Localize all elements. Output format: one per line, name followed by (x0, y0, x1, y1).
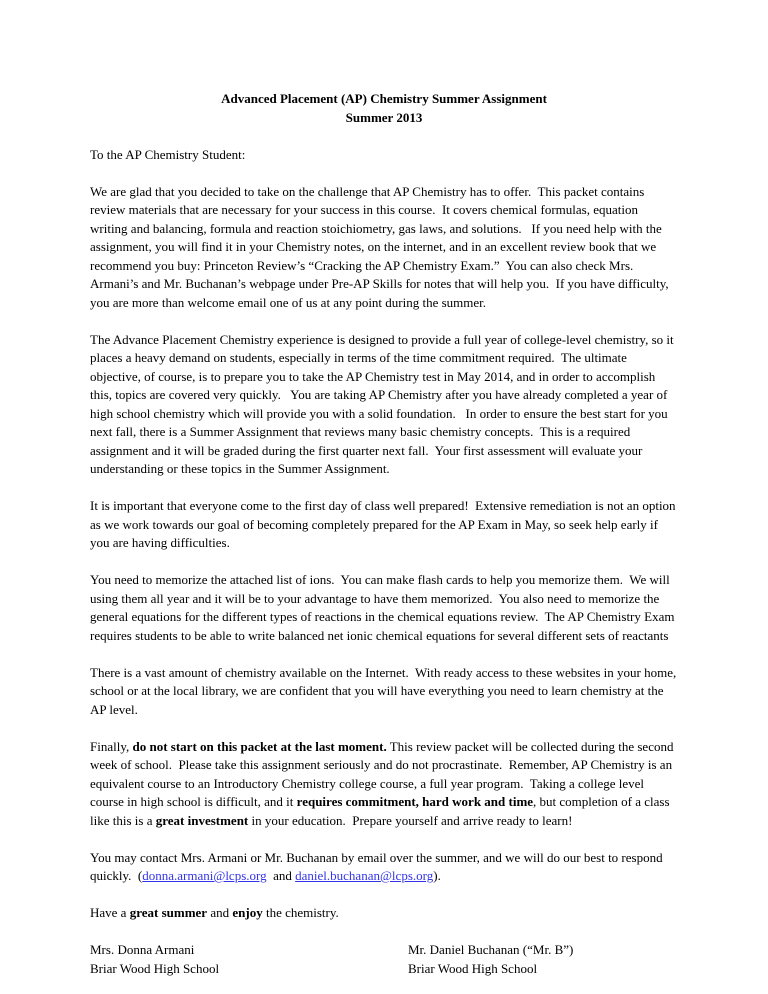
memorization-paragraph (90, 571, 678, 645)
text-segment: in your education. Prepare yourself and arrive ready to learn! (248, 812, 573, 828)
text-segment: There is a vast amount of chemistry available on the Internet. With ready access to these websites in your home, school or at the local library, we are confident that you will have everything you need to learn chemistry at the AP level. (90, 664, 680, 717)
signature-left-school: Briar Wood High School (90, 960, 220, 976)
text-segment: ). (433, 868, 441, 883)
text-segment: great summer (129, 905, 208, 920)
document-title (90, 90, 678, 127)
text-segment: Have a (90, 905, 130, 920)
text-segment: and (266, 868, 296, 883)
text-segment: , but completion of a class like this is a (90, 794, 673, 828)
signature-right-name: Mr. Daniel Buchanan (“Mr. B”) (408, 942, 574, 957)
text-segment: You need to memorize the attached list of ions. You can make flash cards to help you memorize them. We will using them all year and it will be to your advantage to have them memorized. You also need to memorize the general equations for the different types of reactions in the chemical equations review. The AP Chemistry Exam requires students to be able to write balanced net ionic chemical equations for several different sets of reactants (90, 572, 678, 643)
signature-block (90, 941, 678, 978)
text-segment: and (207, 905, 233, 920)
welcome-paragraph (90, 183, 678, 313)
text-segment: do not start on this packet at the last moment. (132, 738, 387, 754)
text-segment: the chemistry. (262, 905, 339, 920)
text-segment: enjoy (232, 905, 263, 920)
text-segment: We are glad that you decided to take on the challenge that AP Chemistry has to offer. This packet contains review materials that are necessary for your success in this course. It covers chemical formulas, equation writing and balancing, formula and reaction stoichiometry, gas laws, and solutions. If you need help with the assignment, you will find it in your Chemistry notes, on the internet, and in an excellent review book that we recommend you buy: Princeton Review’s “Cracking the AP Chemistry Exam.” You can also check Mrs. Armani’s and Mr. Buchanan’s webpage under Pre-AP Skills for notes that will help you. If you have difficulty, you are more than welcome email one of us at any point during the summer. (90, 183, 672, 310)
procrastination-warning-paragraph (90, 738, 678, 831)
email-link[interactable]: donna.armani@lcps.org (142, 868, 267, 883)
course-description-paragraph (90, 331, 678, 479)
text-segment: This review packet will be collected during the second week of school. Please take this assignment seriously and do not procrastinate. Remember, AP Chemistry is an equivalent course to an Introductory Chemistry college course, a full year program. Taking a college level course in high school is difficult, and it (90, 738, 677, 809)
closing-line (90, 904, 678, 923)
title-line-1: Advanced Placement (AP) Chemistry Summer Assignment (221, 91, 547, 106)
text-segment: requires commitment, hard work and time (296, 794, 534, 809)
text-segment: great investment (155, 812, 249, 828)
text-segment: You may contact Mrs. Armani or Mr. Buchanan by email over the summer, and we will do our best to respond quickly. ( (90, 849, 666, 883)
text-segment: Finally, (90, 738, 133, 754)
text-segment: It is important that everyone come to the first day of class well prepared! Extensive remediation is not an option as we work towards our goal of becoming completely prepared for the AP Exam in May, so seek help early if you are having difficulties. (90, 498, 679, 550)
contact-paragraph (90, 849, 678, 886)
title-line-2: Summer 2013 (345, 109, 423, 125)
email-link[interactable]: daniel.buchanan@lcps.org (295, 868, 434, 883)
signature-right-school: Briar Wood High School (408, 960, 538, 976)
text-segment: The Advance Placement Chemistry experience is designed to provide a full year of college-level chemistry, so it places a heavy demand on students, especially in terms of the time commitment required. The ultimate objective, of course, is to prepare you to take the AP Chemistry test in May 2014, and in order to accomplish this, topics are covered very quickly. You are taking AP Chemistry after you have already completed a year of high school chemistry which will provide you with a solid foundation. In order to ensure the best start for you next fall, there is a Summer Assignment that reviews many basic chemistry concepts. This is a required assignment and it will be graded during the first quarter next fall. Your first assessment will evaluate your understanding or these topics in the Summer Assignment. (90, 331, 677, 476)
internet-resources-paragraph (90, 664, 678, 720)
preparedness-paragraph (90, 497, 678, 553)
salutation: To the AP Chemistry Student: (90, 146, 246, 162)
signature-left-name: Mrs. Donna Armani (90, 942, 195, 957)
